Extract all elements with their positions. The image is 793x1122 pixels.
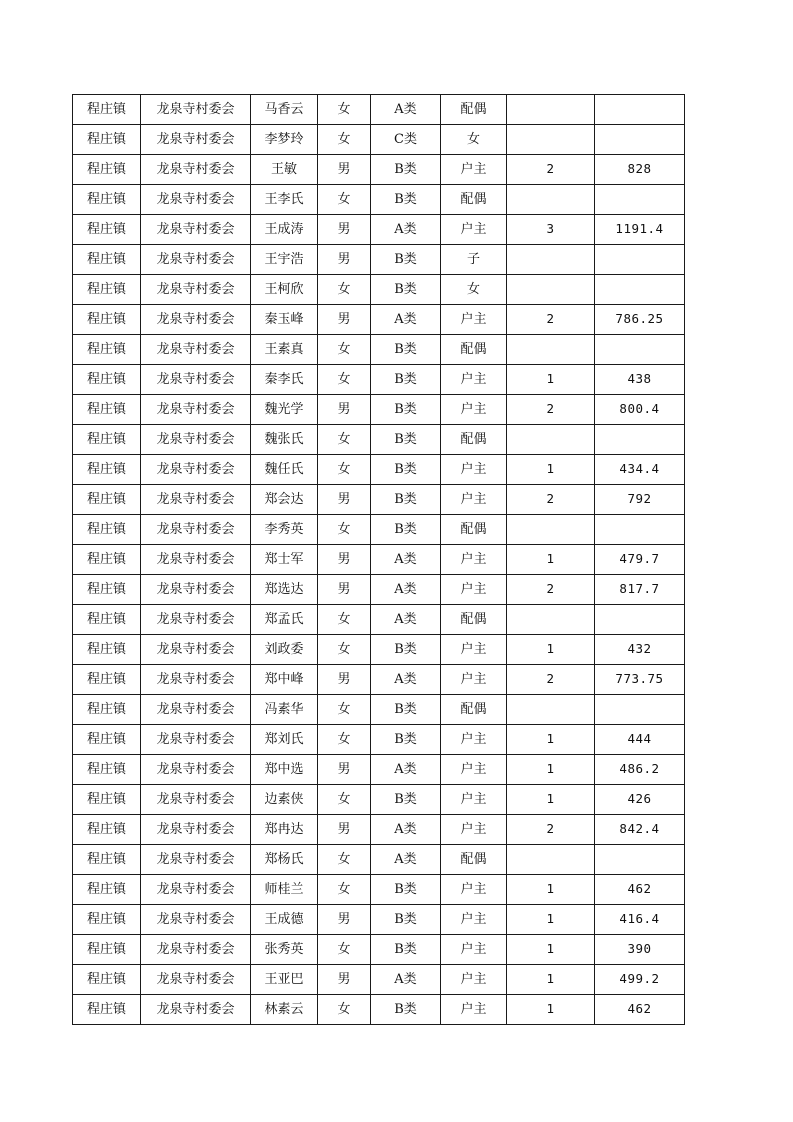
gender-cell: 男: [318, 965, 371, 995]
village-cell: 龙泉寺村委会: [141, 965, 251, 995]
name-cell: 王成德: [251, 905, 318, 935]
gender-cell: 女: [318, 785, 371, 815]
table-row: [73, 185, 685, 215]
village-cell: 龙泉寺村委会: [141, 425, 251, 455]
name-cell: 王柯欣: [251, 275, 318, 305]
household-size-cell: [507, 275, 595, 305]
village-cell: 龙泉寺村委会: [141, 575, 251, 605]
household-size-cell: 1: [507, 545, 595, 575]
name-cell: 王亚巴: [251, 965, 318, 995]
village-cell: 龙泉寺村委会: [141, 875, 251, 905]
amount-cell: [595, 335, 685, 365]
relation-cell: 配偶: [441, 695, 507, 725]
relation-cell: 户主: [441, 365, 507, 395]
household-size-cell: [507, 845, 595, 875]
gender-cell: 男: [318, 305, 371, 335]
table-row: [73, 335, 685, 365]
gender-cell: 男: [318, 755, 371, 785]
town-cell: 程庄镇: [73, 245, 141, 275]
gender-cell: 女: [318, 335, 371, 365]
household-size-cell: 1: [507, 875, 595, 905]
town-cell: 程庄镇: [73, 95, 141, 125]
category-cell: B类: [371, 365, 441, 395]
household-size-cell: [507, 515, 595, 545]
name-cell: 张秀英: [251, 935, 318, 965]
name-cell: 刘政委: [251, 635, 318, 665]
village-cell: 龙泉寺村委会: [141, 365, 251, 395]
relation-cell: 户主: [441, 455, 507, 485]
table-row: [73, 755, 685, 785]
household-size-cell: [507, 425, 595, 455]
category-cell: B类: [371, 485, 441, 515]
table-row: [73, 245, 685, 275]
gender-cell: 男: [318, 665, 371, 695]
village-cell: 龙泉寺村委会: [141, 305, 251, 335]
town-cell: 程庄镇: [73, 875, 141, 905]
gender-cell: 男: [318, 545, 371, 575]
relation-cell: 户主: [441, 965, 507, 995]
table-row: [73, 935, 685, 965]
table-row: [73, 605, 685, 635]
name-cell: 郑士军: [251, 545, 318, 575]
category-cell: A类: [371, 755, 441, 785]
category-cell: B类: [371, 275, 441, 305]
category-cell: B类: [371, 185, 441, 215]
gender-cell: 女: [318, 695, 371, 725]
town-cell: 程庄镇: [73, 215, 141, 245]
name-cell: 李秀英: [251, 515, 318, 545]
name-cell: 冯素华: [251, 695, 318, 725]
town-cell: 程庄镇: [73, 605, 141, 635]
village-cell: 龙泉寺村委会: [141, 275, 251, 305]
category-cell: B类: [371, 905, 441, 935]
household-table: [72, 94, 685, 1025]
gender-cell: 女: [318, 455, 371, 485]
household-size-cell: 2: [507, 485, 595, 515]
household-size-cell: 3: [507, 215, 595, 245]
table-row: [73, 275, 685, 305]
category-cell: A类: [371, 965, 441, 995]
amount-cell: [595, 125, 685, 155]
category-cell: A类: [371, 545, 441, 575]
gender-cell: 女: [318, 605, 371, 635]
town-cell: 程庄镇: [73, 905, 141, 935]
amount-cell: [595, 95, 685, 125]
amount-cell: 817.7: [595, 575, 685, 605]
table-row: [73, 545, 685, 575]
household-size-cell: 1: [507, 635, 595, 665]
gender-cell: 女: [318, 185, 371, 215]
category-cell: B类: [371, 695, 441, 725]
category-cell: B类: [371, 425, 441, 455]
gender-cell: 男: [318, 485, 371, 515]
town-cell: 程庄镇: [73, 785, 141, 815]
relation-cell: 配偶: [441, 185, 507, 215]
relation-cell: 女: [441, 125, 507, 155]
village-cell: 龙泉寺村委会: [141, 635, 251, 665]
town-cell: 程庄镇: [73, 335, 141, 365]
table-row: [73, 395, 685, 425]
category-cell: C类: [371, 125, 441, 155]
town-cell: 程庄镇: [73, 545, 141, 575]
amount-cell: [595, 515, 685, 545]
town-cell: 程庄镇: [73, 695, 141, 725]
household-size-cell: 2: [507, 575, 595, 605]
amount-cell: 438: [595, 365, 685, 395]
category-cell: A类: [371, 605, 441, 635]
amount-cell: 486.2: [595, 755, 685, 785]
gender-cell: 女: [318, 125, 371, 155]
amount-cell: 416.4: [595, 905, 685, 935]
amount-cell: 1191.4: [595, 215, 685, 245]
amount-cell: [595, 185, 685, 215]
relation-cell: 户主: [441, 995, 507, 1025]
town-cell: 程庄镇: [73, 845, 141, 875]
village-cell: 龙泉寺村委会: [141, 545, 251, 575]
table-row: [73, 125, 685, 155]
name-cell: 魏光学: [251, 395, 318, 425]
category-cell: B类: [371, 875, 441, 905]
table-row: [73, 95, 685, 125]
household-size-cell: [507, 605, 595, 635]
relation-cell: 户主: [441, 395, 507, 425]
category-cell: A类: [371, 845, 441, 875]
relation-cell: 户主: [441, 155, 507, 185]
household-size-cell: 2: [507, 395, 595, 425]
name-cell: 王成涛: [251, 215, 318, 245]
household-size-cell: 2: [507, 155, 595, 185]
name-cell: 王宇浩: [251, 245, 318, 275]
table-row: [73, 665, 685, 695]
household-size-cell: 1: [507, 365, 595, 395]
category-cell: A类: [371, 575, 441, 605]
name-cell: 秦李氏: [251, 365, 318, 395]
household-size-cell: 1: [507, 785, 595, 815]
relation-cell: 户主: [441, 545, 507, 575]
table-row: [73, 365, 685, 395]
village-cell: 龙泉寺村委会: [141, 95, 251, 125]
table-row: [73, 695, 685, 725]
table-row: [73, 455, 685, 485]
town-cell: 程庄镇: [73, 635, 141, 665]
relation-cell: 子: [441, 245, 507, 275]
table-row: [73, 575, 685, 605]
village-cell: 龙泉寺村委会: [141, 755, 251, 785]
village-cell: 龙泉寺村委会: [141, 935, 251, 965]
town-cell: 程庄镇: [73, 575, 141, 605]
table-row: [73, 425, 685, 455]
category-cell: B类: [371, 935, 441, 965]
village-cell: 龙泉寺村委会: [141, 485, 251, 515]
relation-cell: 配偶: [441, 335, 507, 365]
table-row: [73, 305, 685, 335]
name-cell: 郑中选: [251, 755, 318, 785]
category-cell: B类: [371, 725, 441, 755]
village-cell: 龙泉寺村委会: [141, 455, 251, 485]
town-cell: 程庄镇: [73, 275, 141, 305]
village-cell: 龙泉寺村委会: [141, 245, 251, 275]
gender-cell: 男: [318, 575, 371, 605]
amount-cell: [595, 605, 685, 635]
table-row: [73, 485, 685, 515]
amount-cell: [595, 695, 685, 725]
town-cell: 程庄镇: [73, 365, 141, 395]
gender-cell: 女: [318, 365, 371, 395]
amount-cell: 792: [595, 485, 685, 515]
gender-cell: 女: [318, 275, 371, 305]
town-cell: 程庄镇: [73, 815, 141, 845]
village-cell: 龙泉寺村委会: [141, 515, 251, 545]
household-size-cell: 1: [507, 935, 595, 965]
village-cell: 龙泉寺村委会: [141, 125, 251, 155]
amount-cell: [595, 275, 685, 305]
gender-cell: 女: [318, 995, 371, 1025]
village-cell: 龙泉寺村委会: [141, 695, 251, 725]
category-cell: B类: [371, 395, 441, 425]
amount-cell: 426: [595, 785, 685, 815]
amount-cell: 462: [595, 995, 685, 1025]
amount-cell: 390: [595, 935, 685, 965]
town-cell: 程庄镇: [73, 665, 141, 695]
category-cell: A类: [371, 665, 441, 695]
table-row: [73, 515, 685, 545]
amount-cell: 434.4: [595, 455, 685, 485]
amount-cell: 444: [595, 725, 685, 755]
household-size-cell: [507, 245, 595, 275]
village-cell: 龙泉寺村委会: [141, 215, 251, 245]
household-size-cell: [507, 125, 595, 155]
amount-cell: [595, 425, 685, 455]
name-cell: 郑会达: [251, 485, 318, 515]
category-cell: B类: [371, 155, 441, 185]
amount-cell: 800.4: [595, 395, 685, 425]
village-cell: 龙泉寺村委会: [141, 725, 251, 755]
table-row: [73, 845, 685, 875]
town-cell: 程庄镇: [73, 455, 141, 485]
relation-cell: 户主: [441, 755, 507, 785]
town-cell: 程庄镇: [73, 485, 141, 515]
amount-cell: 828: [595, 155, 685, 185]
category-cell: B类: [371, 635, 441, 665]
table-body: [73, 95, 685, 1025]
household-size-cell: 1: [507, 725, 595, 755]
household-size-cell: 2: [507, 305, 595, 335]
table-row: [73, 965, 685, 995]
relation-cell: 户主: [441, 935, 507, 965]
gender-cell: 男: [318, 245, 371, 275]
name-cell: 郑杨氏: [251, 845, 318, 875]
name-cell: 王敏: [251, 155, 318, 185]
table-row: [73, 875, 685, 905]
town-cell: 程庄镇: [73, 935, 141, 965]
amount-cell: 462: [595, 875, 685, 905]
relation-cell: 户主: [441, 575, 507, 605]
relation-cell: 女: [441, 275, 507, 305]
relation-cell: 户主: [441, 815, 507, 845]
village-cell: 龙泉寺村委会: [141, 395, 251, 425]
village-cell: 龙泉寺村委会: [141, 785, 251, 815]
amount-cell: 786.25: [595, 305, 685, 335]
household-size-cell: 1: [507, 965, 595, 995]
amount-cell: [595, 845, 685, 875]
town-cell: 程庄镇: [73, 725, 141, 755]
table-row: [73, 815, 685, 845]
household-size-cell: [507, 335, 595, 365]
household-size-cell: 1: [507, 755, 595, 785]
category-cell: B类: [371, 995, 441, 1025]
gender-cell: 女: [318, 935, 371, 965]
amount-cell: 842.4: [595, 815, 685, 845]
household-size-cell: [507, 95, 595, 125]
gender-cell: 女: [318, 725, 371, 755]
gender-cell: 男: [318, 215, 371, 245]
amount-cell: 479.7: [595, 545, 685, 575]
gender-cell: 女: [318, 425, 371, 455]
name-cell: 郑中峰: [251, 665, 318, 695]
relation-cell: 户主: [441, 305, 507, 335]
village-cell: 龙泉寺村委会: [141, 905, 251, 935]
relation-cell: 配偶: [441, 515, 507, 545]
table-row: [73, 905, 685, 935]
relation-cell: 配偶: [441, 95, 507, 125]
name-cell: 师桂兰: [251, 875, 318, 905]
town-cell: 程庄镇: [73, 515, 141, 545]
name-cell: 李梦玲: [251, 125, 318, 155]
town-cell: 程庄镇: [73, 125, 141, 155]
town-cell: 程庄镇: [73, 995, 141, 1025]
name-cell: 秦玉峰: [251, 305, 318, 335]
category-cell: B类: [371, 455, 441, 485]
village-cell: 龙泉寺村委会: [141, 995, 251, 1025]
relation-cell: 户主: [441, 635, 507, 665]
relation-cell: 户主: [441, 725, 507, 755]
household-size-cell: [507, 185, 595, 215]
relation-cell: 户主: [441, 875, 507, 905]
gender-cell: 女: [318, 875, 371, 905]
household-size-cell: 1: [507, 995, 595, 1025]
table-row: [73, 995, 685, 1025]
town-cell: 程庄镇: [73, 965, 141, 995]
name-cell: 马香云: [251, 95, 318, 125]
village-cell: 龙泉寺村委会: [141, 815, 251, 845]
name-cell: 魏任氏: [251, 455, 318, 485]
relation-cell: 户主: [441, 485, 507, 515]
relation-cell: 配偶: [441, 605, 507, 635]
table-row: [73, 155, 685, 185]
category-cell: B类: [371, 785, 441, 815]
town-cell: 程庄镇: [73, 305, 141, 335]
amount-cell: 773.75: [595, 665, 685, 695]
name-cell: 郑选达: [251, 575, 318, 605]
household-size-cell: 2: [507, 665, 595, 695]
village-cell: 龙泉寺村委会: [141, 845, 251, 875]
category-cell: B类: [371, 335, 441, 365]
name-cell: 魏张氏: [251, 425, 318, 455]
table-row: [73, 215, 685, 245]
name-cell: 郑刘氏: [251, 725, 318, 755]
gender-cell: 男: [318, 155, 371, 185]
town-cell: 程庄镇: [73, 425, 141, 455]
relation-cell: 户主: [441, 665, 507, 695]
gender-cell: 男: [318, 815, 371, 845]
relation-cell: 配偶: [441, 425, 507, 455]
town-cell: 程庄镇: [73, 155, 141, 185]
relation-cell: 户主: [441, 215, 507, 245]
amount-cell: [595, 245, 685, 275]
village-cell: 龙泉寺村委会: [141, 185, 251, 215]
village-cell: 龙泉寺村委会: [141, 155, 251, 185]
gender-cell: 男: [318, 395, 371, 425]
category-cell: A类: [371, 95, 441, 125]
gender-cell: 女: [318, 95, 371, 125]
town-cell: 程庄镇: [73, 755, 141, 785]
gender-cell: 男: [318, 905, 371, 935]
gender-cell: 女: [318, 635, 371, 665]
name-cell: 郑冉达: [251, 815, 318, 845]
category-cell: A类: [371, 215, 441, 245]
category-cell: A类: [371, 815, 441, 845]
amount-cell: 432: [595, 635, 685, 665]
gender-cell: 女: [318, 845, 371, 875]
category-cell: B类: [371, 245, 441, 275]
household-size-cell: 1: [507, 455, 595, 485]
table-row: [73, 725, 685, 755]
household-size-cell: 1: [507, 905, 595, 935]
name-cell: 郑孟氏: [251, 605, 318, 635]
table-row: [73, 785, 685, 815]
amount-cell: 499.2: [595, 965, 685, 995]
gender-cell: 女: [318, 515, 371, 545]
name-cell: 王李氏: [251, 185, 318, 215]
table-row: [73, 635, 685, 665]
village-cell: 龙泉寺村委会: [141, 335, 251, 365]
relation-cell: 配偶: [441, 845, 507, 875]
household-size-cell: [507, 695, 595, 725]
village-cell: 龙泉寺村委会: [141, 665, 251, 695]
village-cell: 龙泉寺村委会: [141, 605, 251, 635]
household-size-cell: 2: [507, 815, 595, 845]
town-cell: 程庄镇: [73, 185, 141, 215]
town-cell: 程庄镇: [73, 395, 141, 425]
relation-cell: 户主: [441, 785, 507, 815]
relation-cell: 户主: [441, 905, 507, 935]
category-cell: A类: [371, 305, 441, 335]
name-cell: 林素云: [251, 995, 318, 1025]
category-cell: B类: [371, 515, 441, 545]
name-cell: 王素真: [251, 335, 318, 365]
name-cell: 边素侠: [251, 785, 318, 815]
